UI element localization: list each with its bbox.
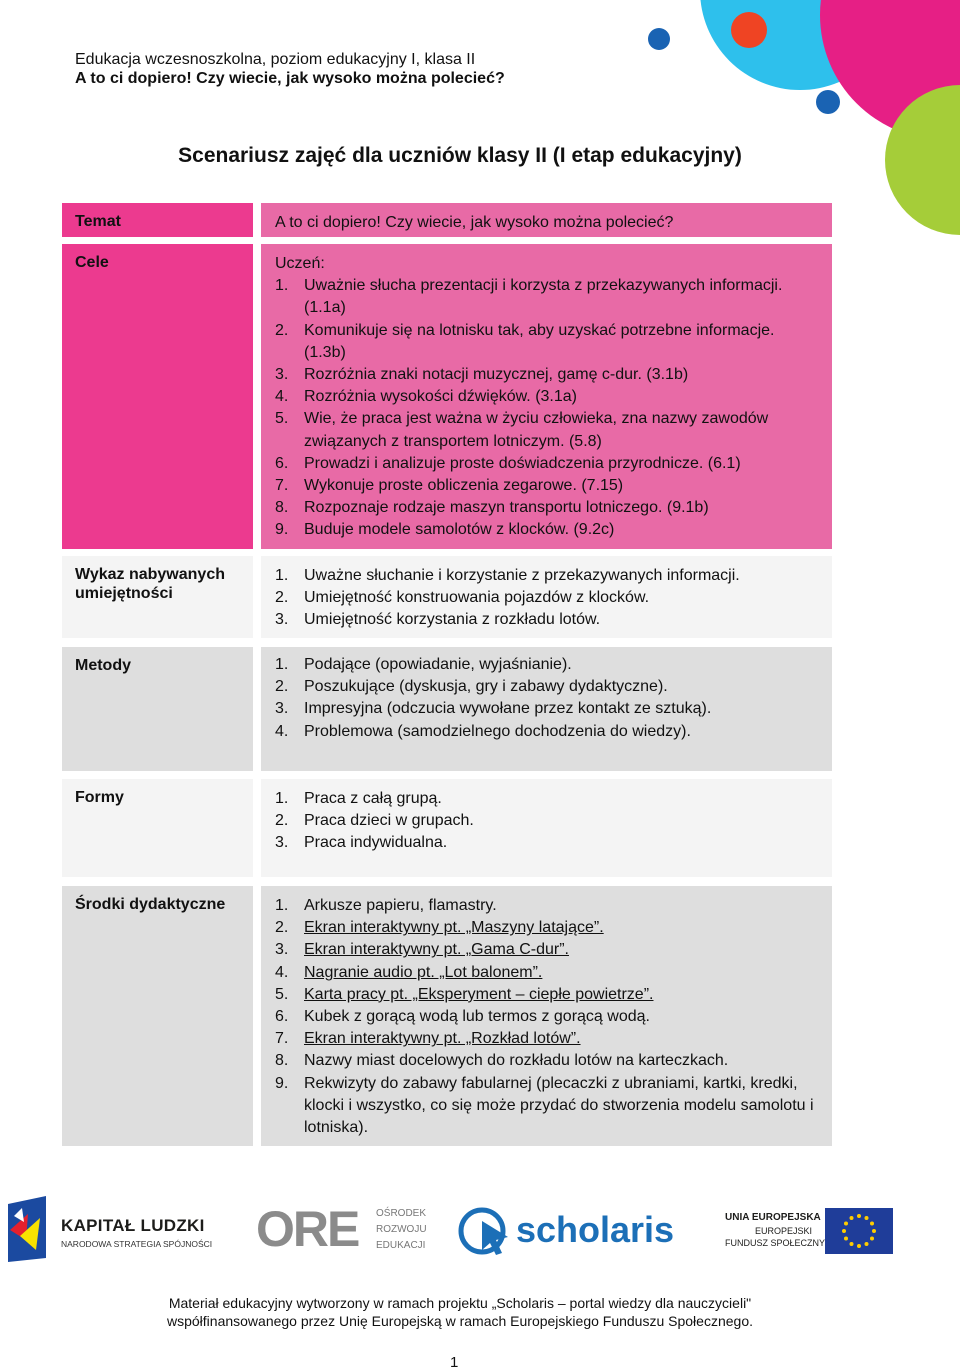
row-umiejetnosci <box>62 556 832 638</box>
content-srodki <box>261 886 832 1146</box>
decor-circle-blue <box>648 28 670 50</box>
content-formy <box>261 779 832 877</box>
list-item: 3. Praca indywidualna. <box>275 834 448 852</box>
kapital-ludzki-logo <box>6 1196 216 1266</box>
link-maszyny-latajace[interactable]: Ekran interaktywny pt. „Maszyny latające”. <box>304 919 604 937</box>
ue-line-2: EUROPEJSKI <box>755 1226 813 1236</box>
metody-list <box>275 654 818 743</box>
footer-line-1: Materiał edukacyjny wytworzony w ramach projektu „Scholaris – portal wiedzy dla nauczycieli" <box>168 1295 752 1311</box>
list-item: 2. Poszukujące (dyskusja, gry i zabawy dydaktyczne). <box>275 678 668 696</box>
list-item: 7. Wykonuje proste obliczenia zegarowe. (7.15) <box>275 477 624 495</box>
footer-line-2: współfinansowanego przez Unię Europejską w ramach Europejskiego Funduszu Społecznego. <box>166 1313 753 1329</box>
label-formy: Formy <box>62 779 253 877</box>
list-item: 9. Buduje modele samolotów z klocków. (9.2c) <box>275 521 615 539</box>
cele-intro: Uczeń: <box>275 255 325 272</box>
list-item-link[interactable]: 5. Karta pracy pt. „Eksperyment – ciepłe powietrze”. <box>275 984 818 1006</box>
list-item: 3. Impresyjna (odczucia wywołane przez kontakt ze sztuką). <box>275 700 712 718</box>
kapital-subtitle: NARODOWA STRATEGIA SPÓJNOŚCI <box>61 1239 213 1249</box>
list-item-link[interactable]: 7. Ekran interaktywny pt. „Rozkład lotów”. <box>275 1028 818 1050</box>
unia-europejska-logo <box>725 1208 895 1256</box>
list-item: 9. Rekwizyty do zabawy fabularnej (plecaczki z ubraniami, kartki, kredki, klocki i wszystko, co się może przydać do stworzenia modelu samolotu i lotniska). <box>275 1074 814 1137</box>
decor-circle-orange <box>731 12 767 48</box>
footer <box>0 1294 920 1330</box>
link-gama-c-dur[interactable]: Ekran interaktywny pt. „Gama C-dur”. <box>304 941 569 959</box>
list-item: 6. Kubek z gorącą wodą lub termos z gorącą wodą. <box>275 1008 650 1026</box>
label-umiejetnosci: Wykaz nabywanych umiejętności <box>62 556 253 638</box>
list-item-link[interactable]: 2. Ekran interaktywny pt. „Maszyny latające”. <box>275 917 818 939</box>
list-item: 3. Rozróżnia znaki notacji muzycznej, gamę c-dur. (3.1b) <box>275 366 689 384</box>
list-item: 1. Praca z całą grupą. <box>275 790 442 807</box>
content-metody <box>261 647 832 771</box>
kapital-title: KAPITAŁ LUDZKI <box>61 1216 205 1235</box>
ore-line-3: EDUKACJI <box>376 1240 426 1251</box>
decor-circle-blue-small <box>816 90 840 114</box>
ore-mark: ORE <box>256 1201 359 1257</box>
ore-line-2: ROZWOJU <box>376 1224 427 1235</box>
formy-list <box>275 788 818 855</box>
list-item: 8. Rozpoznaje rodzaje maszyn transportu lotniczego. (9.1b) <box>275 499 709 517</box>
row-cele <box>62 244 832 549</box>
list-item: 6. Prowadzi i analizuje proste doświadczenia przyrodnicze. (6.1) <box>275 454 741 472</box>
header-line-1: Edukacja wczesnoszkolna, poziom edukacyjny I, klasa II <box>75 51 476 68</box>
label-srodki: Środki dydaktyczne <box>62 886 253 1146</box>
link-lot-balonem[interactable]: Nagranie audio pt. „Lot balonem”. <box>304 963 543 981</box>
list-item: 1. Uważne słuchanie i korzystanie z przekazywanych informacji. <box>275 567 740 584</box>
eu-flag-icon <box>825 1208 893 1254</box>
umiejetnosci-list <box>275 565 818 632</box>
label-cele: Cele <box>62 244 253 549</box>
cele-list <box>275 275 818 541</box>
link-eksperyment[interactable]: Karta pracy pt. „Eksperyment – ciepłe powietrze”. <box>304 985 654 1003</box>
list-item-link[interactable]: 3. Ekran interaktywny pt. „Gama C-dur”. <box>275 939 818 961</box>
scholaris-logo <box>458 1205 673 1261</box>
list-item: 3. Umiejętność korzystania z rozkładu lotów. <box>275 611 601 629</box>
header-line-2: A to ci dopiero! Czy wiecie, jak wysoko można polecieć? <box>75 70 505 87</box>
list-item: 1. Uważnie słucha prezentacji i korzysta z przekazywanych informacji. (1.1a) <box>275 277 783 317</box>
row-srodki <box>62 886 832 1146</box>
list-item: 8. Nazwy miast docelowych do rozkładu lotów na karteczkach. <box>275 1052 729 1070</box>
document-header <box>75 50 505 88</box>
ue-line-1: UNIA EUROPEJSKA <box>725 1212 821 1223</box>
row-metody <box>62 647 832 771</box>
list-item: 1. Arkusze papieru, flamastry. <box>275 897 497 914</box>
ore-logo <box>256 1201 436 1260</box>
content-cele <box>261 244 832 549</box>
list-item: 1. Podające (opowiadanie, wyjaśnianie). <box>275 656 572 673</box>
content-umiejetnosci <box>261 556 832 638</box>
scholaris-cursor-icon <box>458 1207 514 1257</box>
link-rozklad-lotow[interactable]: Ekran interaktywny pt. „Rozkład lotów”. <box>304 1030 581 1048</box>
list-item-link[interactable]: 4. Nagranie audio pt. „Lot balonem”. <box>275 962 818 984</box>
list-item: 2. Komunikuje się na lotnisku tak, aby uzyskać potrzebne informacje. (1.3b) <box>275 321 775 361</box>
row-temat <box>62 203 832 237</box>
scholaris-wordmark: scholaris <box>516 1209 675 1250</box>
list-item: 5. Wie, że praca jest ważna w życiu człowieka, zna nazwy zawodów związanych z transportem lotniczym. (5.8) <box>275 410 769 450</box>
srodki-list <box>275 895 818 1139</box>
label-temat: Temat <box>62 203 253 237</box>
list-item: 4. Rozróżnia wysokości dźwięków. (3.1a) <box>275 388 577 406</box>
kapital-ludzki-emblem-icon <box>6 1196 50 1262</box>
row-formy <box>62 779 832 877</box>
content-temat: A to ci dopiero! Czy wiecie, jak wysoko można polecieć? <box>261 203 832 237</box>
page-title: Scenariusz zajęć dla uczniów klasy II (I etap edukacyjny) <box>178 144 742 167</box>
list-item: 2. Umiejętność konstruowania pojazdów z klocków. <box>275 589 650 607</box>
list-item: 4. Problemowa (samodzielnego dochodzenia do wiedzy). <box>275 722 691 740</box>
label-metody: Metody <box>62 647 253 771</box>
ore-line-1: OŚRODEK <box>376 1208 427 1219</box>
page-number: 1 <box>450 1354 459 1371</box>
ue-line-3: FUNDUSZ SPOŁECZNY <box>725 1238 826 1248</box>
list-item: 2. Praca dzieci w grupach. <box>275 812 474 830</box>
